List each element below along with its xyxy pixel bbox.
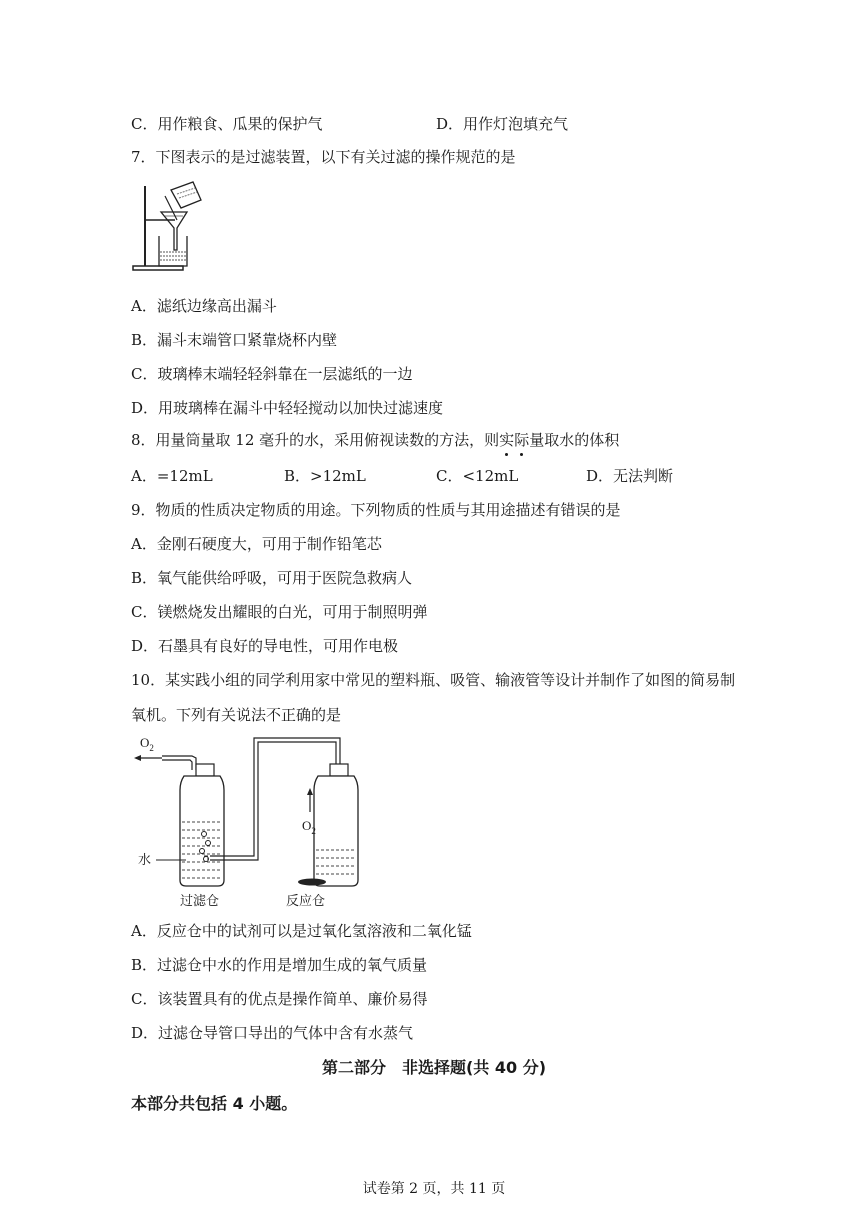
q10-option-b: B．过滤仓中水的作用是增加生成的氧气质量: [131, 956, 428, 974]
q6-option-d: D．用作灯泡填充气: [436, 115, 569, 133]
q9-stem: 9．物质的性质决定物质的用途。下列物质的性质与其用途描述有错误的是: [131, 501, 621, 519]
q9-option-d: D．石墨具有良好的导电性，可用作电极: [131, 637, 399, 655]
q9-option-c: C．镁燃烧发出耀眼的白光，可用于制照明弹: [131, 603, 428, 621]
q8-stem-part2: 量取水的体积: [529, 431, 620, 449]
q10-option-d: D．过滤仓导管口导出的气体中含有水蒸气: [131, 1024, 414, 1042]
q10-option-c: C．该装置具有的优点是操作简单、廉价易得: [131, 990, 428, 1008]
q8-stem-part1: 8．用量筒量取 12 毫升的水，采用俯视读数的方法，则: [131, 431, 500, 449]
q8-option-c: C．<12mL: [436, 467, 519, 485]
q7-stem: 7．下图表示的是过滤装置，以下有关过滤的操作规范的是: [131, 148, 516, 166]
q8-option-a: A．=12mL: [131, 467, 213, 485]
q7-option-b: B．漏斗末端管口紧靠烧杯内壁: [131, 331, 338, 349]
o2-out-label: $O_2$: [140, 735, 154, 753]
q7-option-a: A．滤纸边缘高出漏斗: [131, 297, 277, 315]
q6-option-c: C．用作粮食、瓜果的保护气: [131, 115, 323, 133]
reaction-chamber-label: 反应仓: [286, 893, 326, 908]
o2-in-label: $O_2$: [302, 818, 316, 836]
q9-option-a: A．金刚石硬度大，可用于制作铅笔芯: [131, 535, 382, 553]
q10-stem-line1: 10．某实践小组的同学利用家中常见的塑料瓶、吸管、输液管等设计并制作了如图的简易制: [131, 671, 736, 689]
q8-emphasis-char-2: 际: [514, 431, 530, 449]
q10-stem-line2: 氧机。下列有关说法不正确的是: [131, 706, 342, 724]
q10-option-a: A．反应仓中的试剂可以是过氧化氢溶液和二氧化锰: [131, 922, 472, 940]
q8-stem: [131, 430, 619, 450]
part2-title: 第二部分 非选择题(共 40 分): [321, 1058, 547, 1077]
q8-option-d: D．无法判断: [586, 467, 674, 485]
q8-emphasis-char-1: 实: [499, 431, 515, 449]
oxygen-generator-figure: [130, 730, 360, 910]
q7-option-d: D．用玻璃棒在漏斗中轻轻搅动以加快过滤速度: [131, 399, 444, 417]
part2-intro: 本部分共包括 4 小题。: [131, 1094, 298, 1113]
page-footer: 试卷第 2 页，共 11 页: [362, 1181, 506, 1197]
q7-option-c: C．玻璃棒末端轻轻斜靠在一层滤纸的一边: [131, 365, 413, 383]
filtration-apparatus-figure: [131, 180, 213, 274]
q8-option-b: B．>12mL: [284, 467, 366, 485]
water-label: 水: [138, 852, 152, 867]
filter-chamber-label: 过滤仓: [180, 893, 220, 908]
q9-option-b: B．氧气能供给呼吸，可用于医院急救病人: [131, 569, 413, 587]
